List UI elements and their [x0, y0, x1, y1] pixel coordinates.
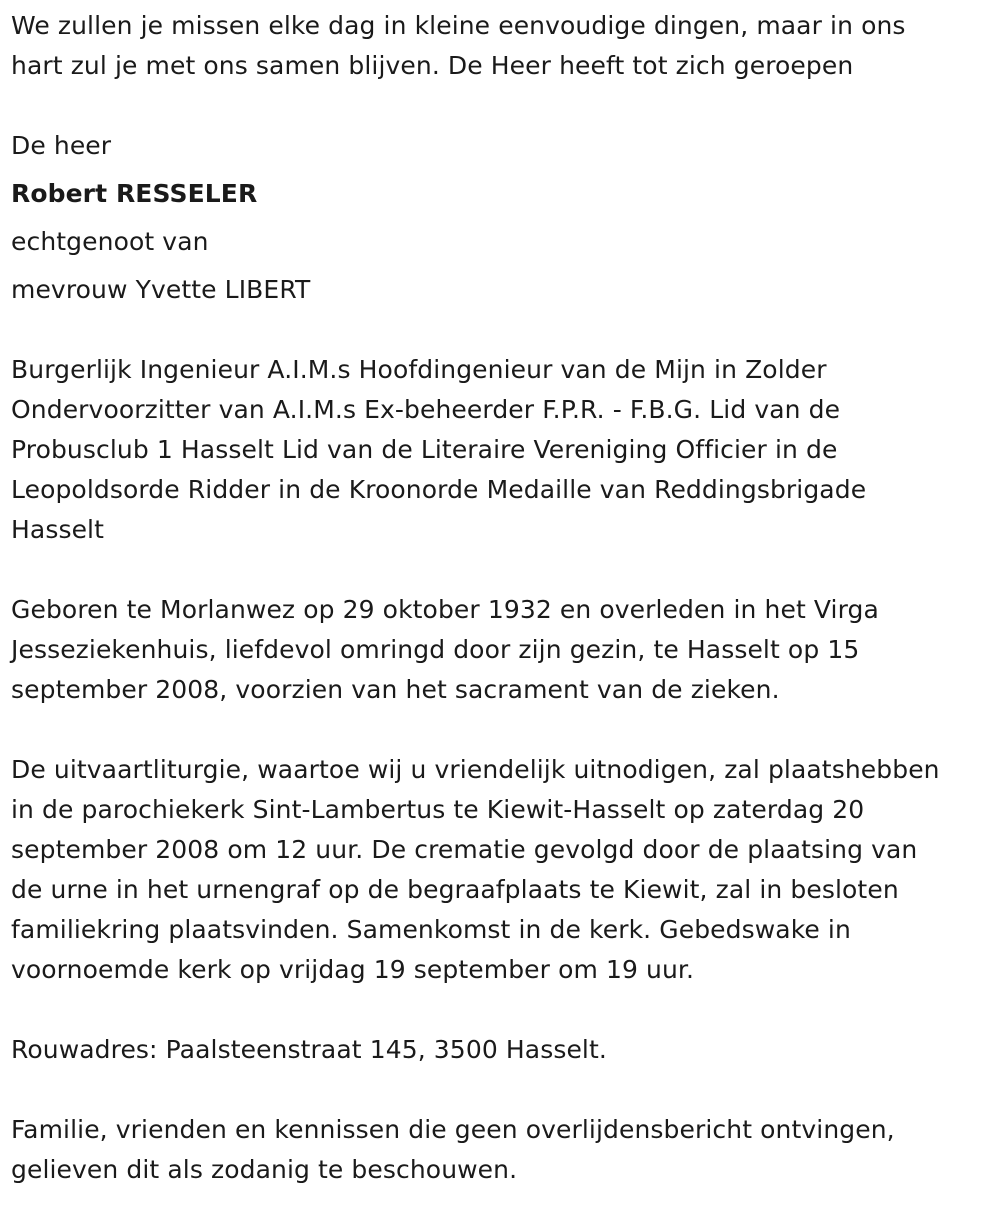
funeral-line: familiekring plaatsvinden. Samenkomst in de kerk. Gebedswake in — [11, 915, 851, 944]
funeral-line: september 2008 om 12 uur. De crematie gevolgd door de plaatsing van — [11, 835, 918, 864]
birth-death-line: Geboren te Morlanwez op 29 oktober 1932 en overleden in het Virga — [11, 595, 879, 624]
titles-line: Ondervoorzitter van A.I.M.s Ex-beheerder F.P.R. - F.B.G. Lid van de — [11, 395, 841, 424]
closing-line: Familie, vrienden en kennissen die geen overlijdensbericht ontvingen, — [11, 1115, 895, 1144]
closing-line: gelieven dit als zodanig te beschouwen. — [11, 1155, 518, 1184]
birth-death-line: Jesseziekenhuis, liefdevol omringd door zijn gezin, te Hasselt op 15 — [11, 635, 860, 664]
funeral-line: voornoemde kerk op vrijdag 19 september om 19 uur. — [11, 955, 695, 984]
titles-line: Hasselt — [11, 515, 104, 544]
funeral-line: De uitvaartliturgie, waartoe wij u vriendelijk uitnodigen, zal plaatshebben — [11, 755, 940, 784]
funeral-line: de urne in het urnengraf op de begraafplaats te Kiewit, zal in besloten — [11, 875, 899, 904]
titles-line: Burgerlijk Ingenieur A.I.M.s Hoofdingenieur van de Mijn in Zolder — [11, 355, 827, 384]
deceased-name: Robert RESSELER — [11, 179, 258, 208]
titles-line: Probusclub 1 Hasselt Lid van de Literaire Vereniging Officier in de — [11, 435, 838, 464]
birth-death-line: september 2008, voorzien van het sacrament van de zieken. — [11, 675, 780, 704]
salutation: De heer — [11, 131, 112, 160]
funeral-line: in de parochiekerk Sint-Lambertus te Kiewit-Hasselt op zaterdag 20 — [11, 795, 865, 824]
intro-line: hart zul je met ons samen blijven. De Heer heeft tot zich geroepen — [11, 51, 854, 80]
spouse-name: mevrouw Yvette LIBERT — [11, 275, 311, 304]
titles-line: Leopoldsorde Ridder in de Kroonorde Medaille van Reddingsbrigade — [11, 475, 867, 504]
relation-label: echtgenoot van — [11, 227, 209, 256]
intro-line: We zullen je missen elke dag in kleine eenvoudige dingen, maar in ons — [11, 11, 906, 40]
mourning-address: Rouwadres: Paalsteenstraat 145, 3500 Hasselt. — [11, 1035, 607, 1064]
